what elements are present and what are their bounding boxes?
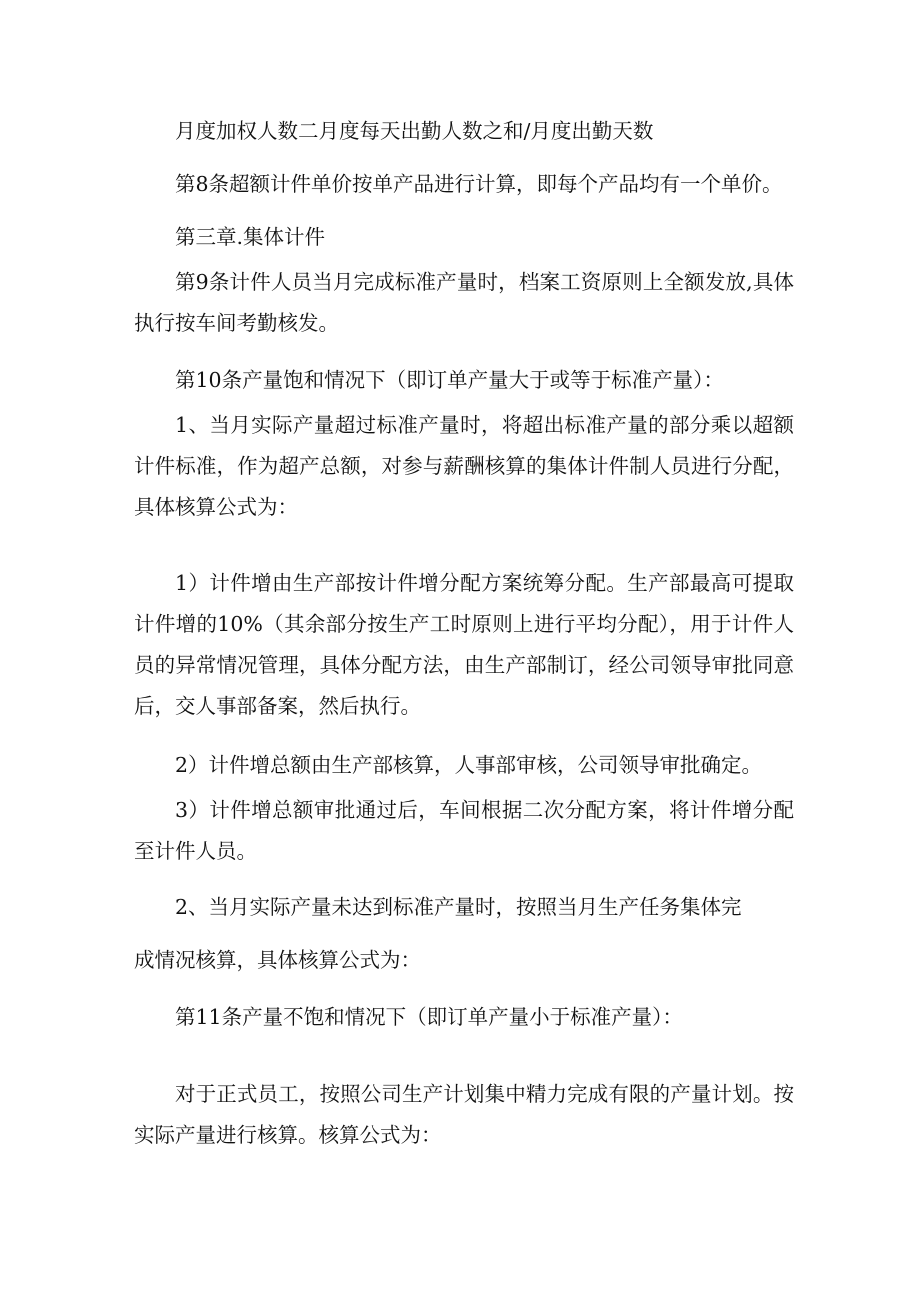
paragraph-item-2-continued: 成情况核算，具体核算公式为： xyxy=(134,948,421,972)
paragraph-article-9: 第9条计件人员当月完成标准产量时，档案工资原则上全额发放,具体执行按车间考勤核发。 xyxy=(134,270,794,335)
paragraph-article-10: 第10条产量饱和情况下（即订单产量大于或等于标准产量）： xyxy=(175,368,724,392)
paragraph-article-8: 第8条超额计件单价按单产品进行计算，即每个产品均有一个单价。 xyxy=(175,172,783,196)
paragraph-item-1-overproduction: 1、当月实际产量超过标准产量时，将超出标准产量的部分乘以超额计件标准，作为超产总额，对参与薪酬核算的集体计件制人员进行分配，具体核算公式为： xyxy=(134,413,794,519)
paragraph-item-2-underproduction: 2、当月实际产量未达到标准产量时，按照当月生产任务集体完 xyxy=(175,895,742,919)
paragraph-subitem-1: 1）计件增由生产部按计件增分配方案统筹分配。生产部最高可提取计件增的10%（其余部分按生产工时原则上进行平均分配），用于计件人员的异常情况管理，具体分配方法，由生产部制订，经公司领导审批同意后，交人事部备案，然后执行。 xyxy=(134,571,794,718)
paragraph-regular-employees: 对于正式员工，按照公司生产计划集中精力完成有限的产量计划。按实际产量进行核算。核算公式为： xyxy=(134,1082,794,1147)
paragraph-subitem-3: 3）计件增总额审批通过后，车间根据二次分配方案，将计件增分配至计件人员。 xyxy=(134,798,794,863)
paragraph-article-11: 第11条产量不饱和情况下（即订单产量小于标准产量）： xyxy=(175,1005,683,1029)
paragraph-weighted-headcount: 月度加权人数二月度每天出勤人数之和/月度出勤天数 xyxy=(175,119,654,143)
paragraph-subitem-2: 2）计件增总额由生产部核算，人事部审核，公司领导审批确定。 xyxy=(175,753,763,777)
chapter-heading-collective-piecework: 第三章.集体计件 xyxy=(175,225,326,249)
